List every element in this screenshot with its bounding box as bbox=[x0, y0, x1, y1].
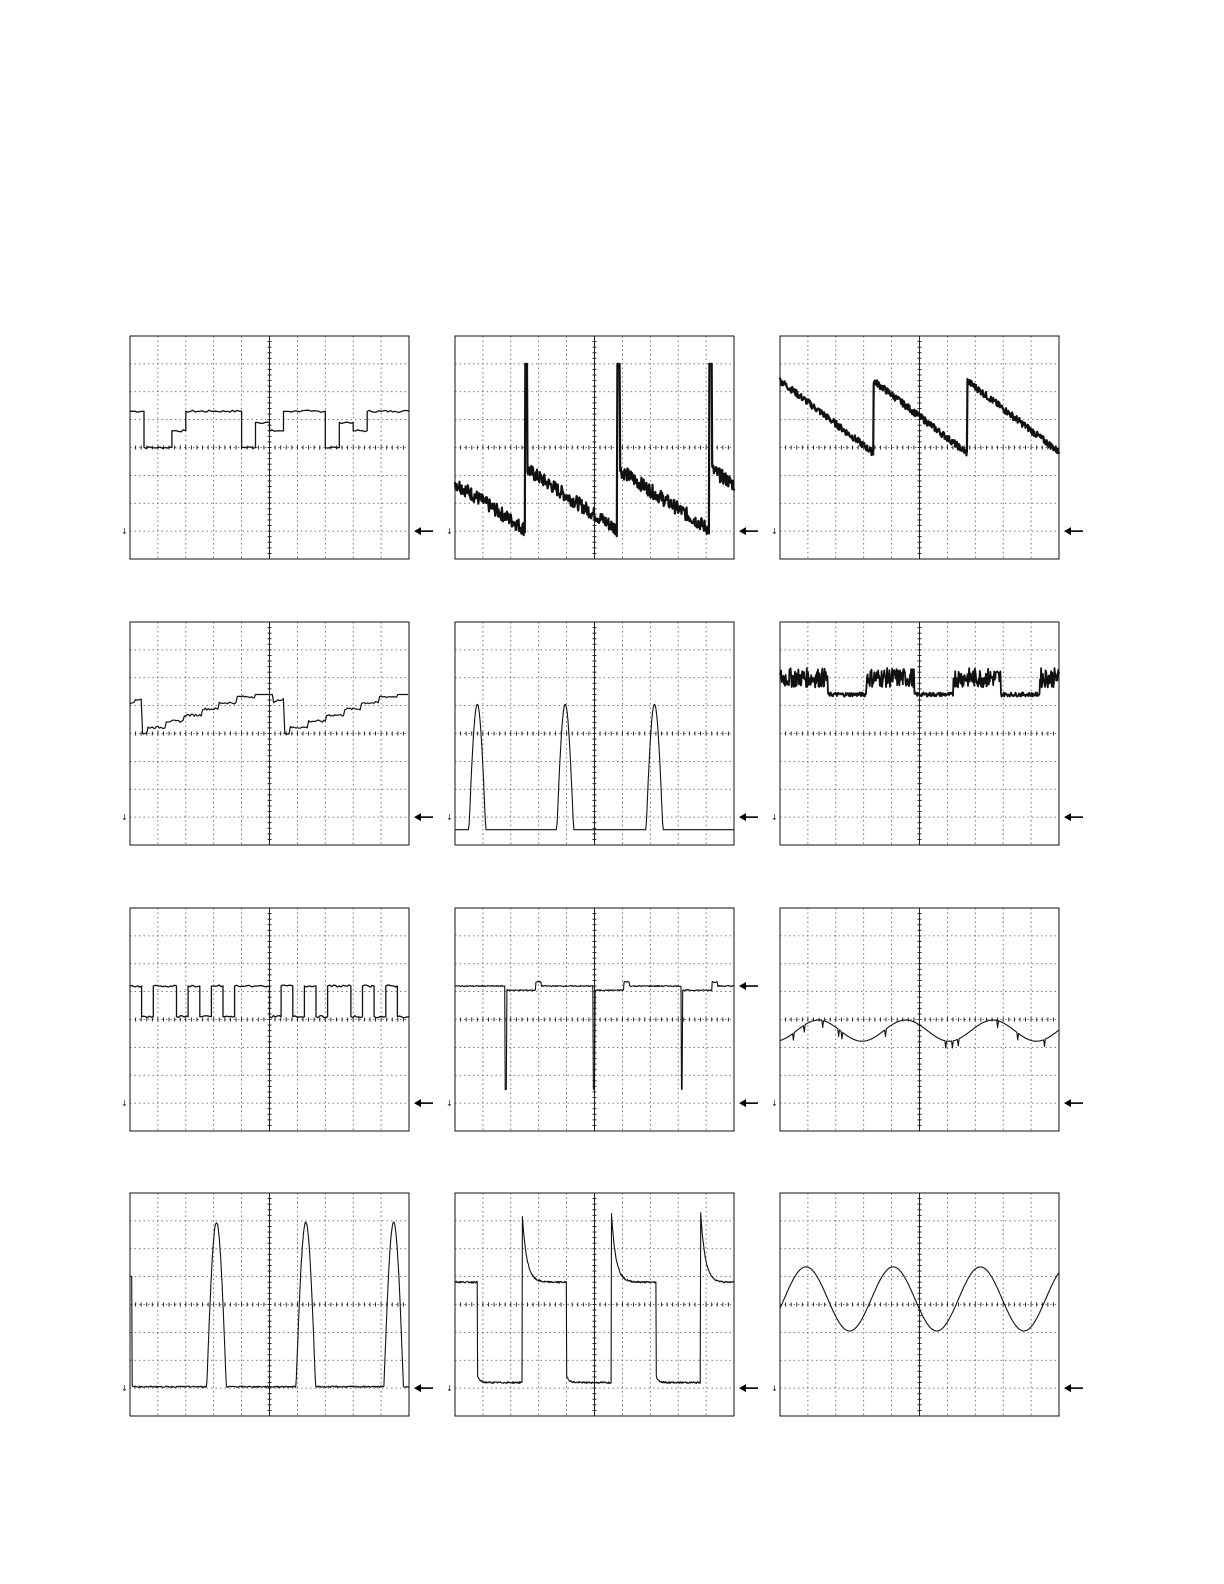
ground-arrow-icon bbox=[414, 1384, 421, 1392]
graticule bbox=[780, 336, 1059, 559]
ground-arrow-icon bbox=[414, 527, 421, 535]
graticule bbox=[130, 622, 409, 845]
ground-arrow-icon bbox=[739, 813, 746, 821]
scope-svg-r2c3 bbox=[771, 622, 1059, 845]
ground-marker-icon: ↓ bbox=[121, 813, 128, 823]
ground-arrow-icon bbox=[739, 1384, 746, 1392]
graticule bbox=[780, 908, 1059, 1131]
graticule bbox=[780, 1193, 1059, 1416]
level-arrow-icon bbox=[739, 982, 746, 990]
scope-svg-r1c2 bbox=[446, 336, 734, 559]
scope-svg-r4c2 bbox=[446, 1193, 734, 1416]
graticule bbox=[455, 336, 734, 559]
ground-marker-icon: ↓ bbox=[446, 813, 453, 823]
scope-svg-r1c1 bbox=[121, 336, 409, 559]
scope-svg-r4c1 bbox=[121, 1193, 409, 1416]
oscilloscope-screen-r4c1 bbox=[121, 1193, 409, 1416]
ground-arrow-icon bbox=[739, 527, 746, 535]
ground-arrow-icon bbox=[1064, 813, 1071, 821]
oscilloscope-screen-r1c1 bbox=[121, 336, 409, 559]
ground-marker-icon: ↓ bbox=[771, 527, 778, 537]
oscilloscope-screen-r2c3 bbox=[771, 622, 1059, 845]
scope-svg-r3c2 bbox=[446, 908, 734, 1131]
ground-arrow-icon bbox=[1064, 1384, 1071, 1392]
graticule bbox=[130, 908, 409, 1131]
oscilloscope-screen-r3c3 bbox=[771, 908, 1059, 1131]
scope-svg-r3c1 bbox=[121, 908, 409, 1131]
graticule bbox=[455, 622, 734, 845]
scope-svg-r2c1 bbox=[121, 622, 409, 845]
scope-svg-r3c3 bbox=[771, 908, 1059, 1131]
scope-svg-r2c2 bbox=[446, 622, 734, 845]
graticule bbox=[780, 622, 1059, 845]
oscilloscope-screen-r1c3 bbox=[771, 336, 1059, 559]
ground-arrow-icon bbox=[1064, 1099, 1071, 1107]
ground-marker-icon: ↓ bbox=[121, 1099, 128, 1109]
ground-marker-icon: ↓ bbox=[446, 1384, 453, 1394]
ground-arrow-icon bbox=[1064, 527, 1071, 535]
trace-square-digital bbox=[130, 985, 409, 1018]
oscilloscope-screen-r2c1 bbox=[121, 622, 409, 845]
ground-arrow-icon bbox=[414, 813, 421, 821]
oscilloscope-screen-r4c2 bbox=[446, 1193, 734, 1416]
ground-arrow-icon bbox=[414, 1099, 421, 1107]
ground-arrow-icon bbox=[739, 1099, 746, 1107]
graticule bbox=[130, 1193, 409, 1416]
oscilloscope-screen-r4c3 bbox=[771, 1193, 1059, 1416]
oscilloscope-screen-r3c1 bbox=[121, 908, 409, 1131]
ground-marker-icon: ↓ bbox=[121, 527, 128, 537]
oscilloscope-screen-r3c2 bbox=[446, 908, 734, 1131]
ground-marker-icon: ↓ bbox=[771, 1384, 778, 1394]
ground-marker-icon: ↓ bbox=[446, 527, 453, 537]
ground-marker-icon: ↓ bbox=[121, 1384, 128, 1394]
scope-svg-r4c3 bbox=[771, 1193, 1059, 1416]
oscilloscope-screen-r2c2 bbox=[446, 622, 734, 845]
ground-marker-icon: ↓ bbox=[771, 813, 778, 823]
ground-marker-icon: ↓ bbox=[771, 1099, 778, 1109]
scope-svg-r1c3 bbox=[771, 336, 1059, 559]
oscilloscope-screen-r1c2 bbox=[446, 336, 734, 559]
ground-marker-icon: ↓ bbox=[446, 1099, 453, 1109]
